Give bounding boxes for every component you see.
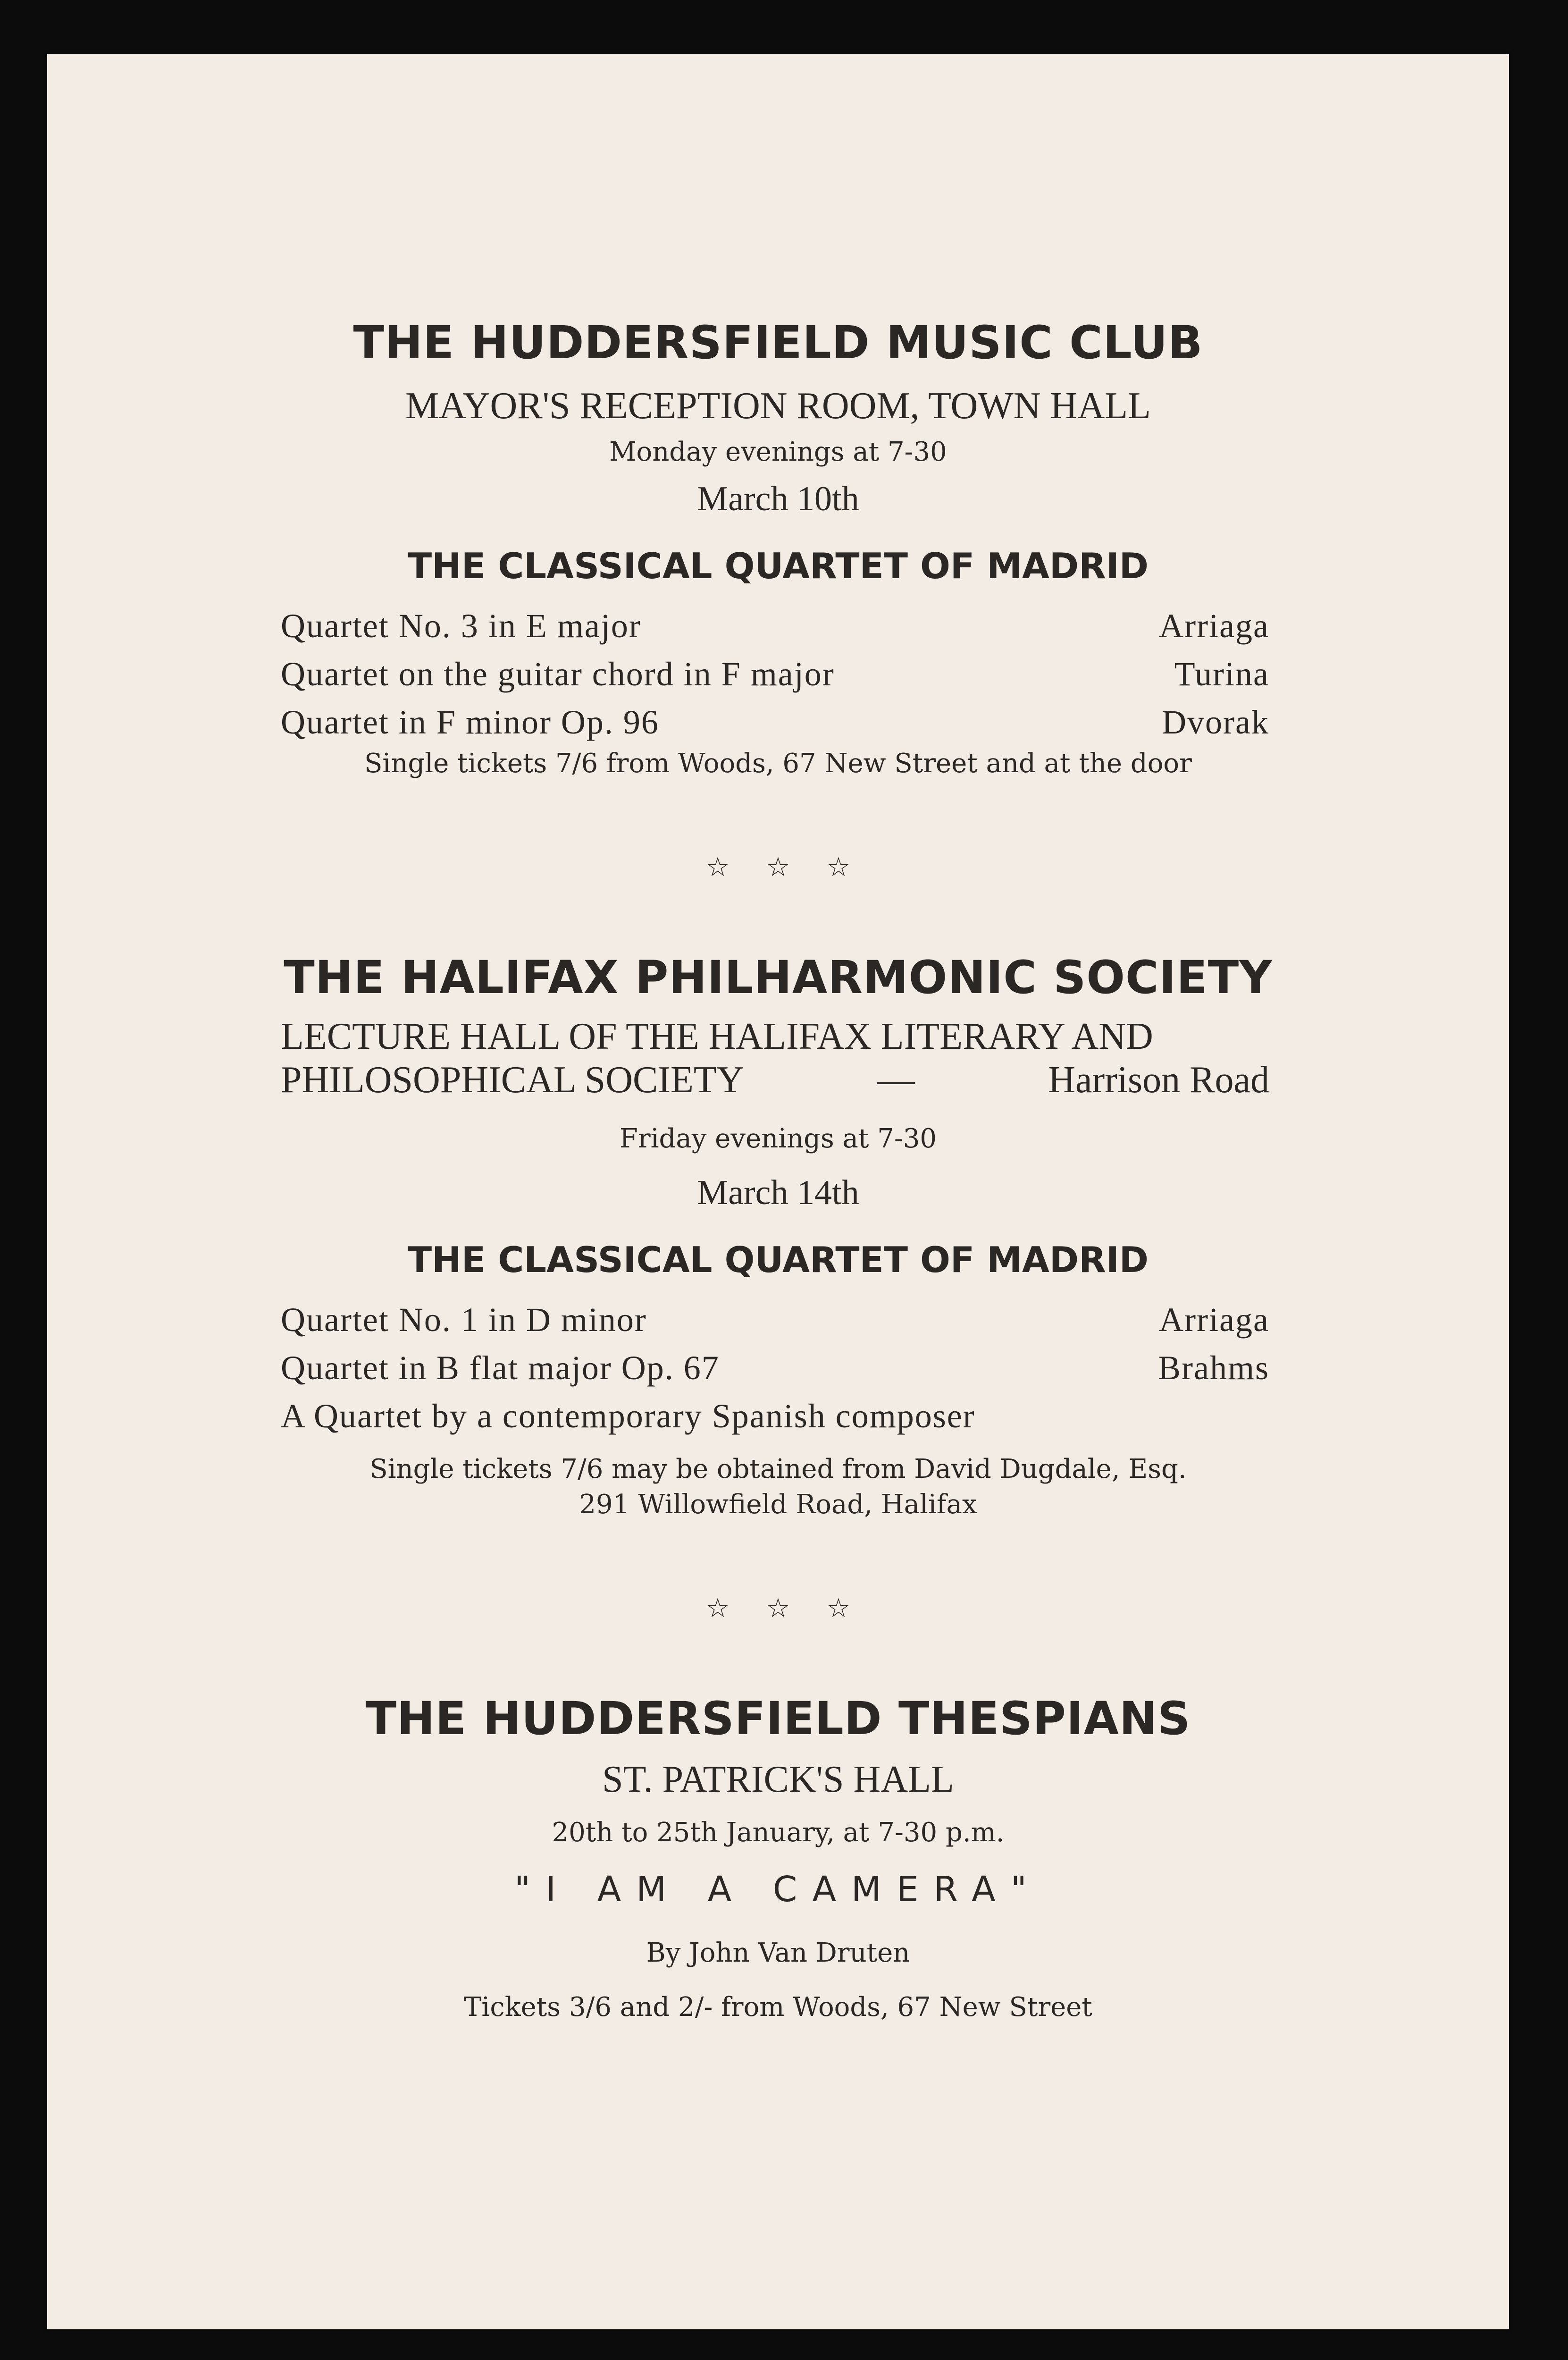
program-page xyxy=(47,54,1509,2329)
thespians-schedule: 20th to 25th January, at 7-30 p.m. xyxy=(552,1817,1005,1848)
music-club-schedule: Monday evenings at 7-30 xyxy=(609,437,947,467)
thespians-title: THE HUDDERSFIELD THESPIANS xyxy=(365,1692,1191,1745)
play-title: "I AM A CAMERA" xyxy=(514,1869,1042,1910)
program-row xyxy=(281,698,1269,746)
program-row xyxy=(281,1296,1269,1344)
music-club-title: THE HUDDERSFIELD MUSIC CLUB xyxy=(353,316,1203,369)
piece-title: Quartet in B flat major Op. 67 xyxy=(281,1349,720,1387)
halifax-performer: THE CLASSICAL QUARTET OF MADRID xyxy=(407,1239,1149,1281)
composer-name: Brahms xyxy=(1158,1349,1269,1387)
composer-name: Turina xyxy=(1174,655,1269,693)
star-separator: ☆ ☆ ☆ xyxy=(705,852,851,883)
music-club-tickets: Single tickets 7/6 from Woods, 67 New Street and at the door xyxy=(364,748,1192,779)
halifax-tickets-line1: Single tickets 7/6 may be obtained from David Dugdale, Esq. xyxy=(369,1454,1187,1484)
music-club-date: March 10th xyxy=(697,480,859,518)
star-separator: ☆ ☆ ☆ xyxy=(705,1593,851,1624)
music-club-program xyxy=(281,602,1269,746)
venue-dash: — xyxy=(877,1059,915,1101)
program-row xyxy=(281,650,1269,698)
halifax-venue xyxy=(281,1015,1269,1102)
halifax-date: March 14th xyxy=(697,1173,859,1212)
halifax-tickets-line2: 291 Willowfield Road, Halifax xyxy=(579,1489,977,1520)
halifax-program xyxy=(281,1296,1269,1440)
halifax-venue-line2: PHILOSOPHICAL SOCIETY xyxy=(281,1059,744,1101)
program-row xyxy=(281,1344,1269,1392)
program-row xyxy=(281,602,1269,650)
music-club-performer: THE CLASSICAL QUARTET OF MADRID xyxy=(407,545,1149,587)
piece-title: Quartet in F minor Op. 96 xyxy=(281,703,659,741)
halifax-title: THE HALIFAX PHILHARMONIC SOCIETY xyxy=(284,951,1273,1004)
thespians-venue: ST. PATRICK'S HALL xyxy=(602,1759,954,1800)
piece-title: Quartet No. 1 in D minor xyxy=(281,1301,647,1339)
halifax-venue-line2-row xyxy=(281,1058,1269,1102)
halifax-schedule: Friday evenings at 7-30 xyxy=(619,1123,937,1154)
composer-name: Arriaga xyxy=(1159,1301,1269,1339)
composer-name: Dvorak xyxy=(1162,703,1269,741)
piece-title: Quartet on the guitar chord in F major xyxy=(281,655,835,693)
music-club-venue: MAYOR'S RECEPTION ROOM, TOWN HALL xyxy=(405,385,1151,427)
program-row xyxy=(281,1392,1269,1440)
piece-title: Quartet No. 3 in E major xyxy=(281,607,641,645)
thespians-tickets: Tickets 3/6 and 2/- from Woods, 67 New Street xyxy=(464,1992,1092,2023)
composer-name: Arriaga xyxy=(1159,607,1269,645)
play-author: By John Van Druten xyxy=(646,1938,910,1968)
halifax-venue-road: Harrison Road xyxy=(1048,1059,1269,1101)
halifax-venue-line1: LECTURE HALL OF THE HALIFAX LITERARY AND xyxy=(281,1016,1153,1057)
piece-title: A Quartet by a contemporary Spanish composer xyxy=(281,1397,975,1435)
